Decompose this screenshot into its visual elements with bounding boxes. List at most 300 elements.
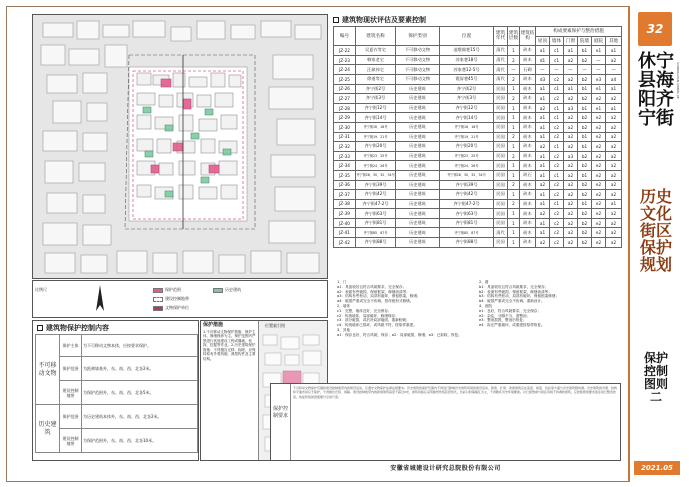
table-cell: JZ-34 [334, 161, 356, 171]
table-cell: 2 [508, 55, 520, 65]
table-cell: 徐道等宅 [356, 74, 396, 84]
table-cell: 民国 [494, 103, 508, 113]
column-header: 墙体 [550, 36, 564, 46]
table-row [334, 122, 622, 132]
table-cell: JZ-32 [334, 142, 356, 152]
table-cell: a2 [606, 132, 622, 142]
table-cell: b1 [578, 84, 592, 94]
table-cell: 历史建筑 [396, 103, 440, 113]
table-cell: a2 [564, 74, 578, 84]
table-cell: 2 [508, 132, 520, 142]
table-cell: a2 [606, 228, 622, 238]
note-line: 1、门 [337, 280, 347, 284]
table-cell: d1 [536, 55, 550, 65]
table-cell: 保护主体 [60, 335, 82, 357]
table-cell: b1 [578, 199, 592, 209]
table-cell: 汪斌伟宅 [356, 65, 396, 75]
table-cell: JZ-39 [334, 209, 356, 219]
table-cell: c1 [550, 113, 564, 123]
table-cell: c2 [550, 94, 564, 104]
table-cell: 1 [508, 209, 520, 219]
table-row [334, 190, 622, 200]
table-cell: 历史建筑 [396, 122, 440, 132]
table-cell: 民国 [494, 209, 508, 219]
table-cell: a2 [564, 122, 578, 132]
table-cell: b1 [578, 132, 592, 142]
note-line: c1：完整，墙体良好，完全保存； [337, 308, 392, 313]
table-cell: a2 [606, 180, 622, 190]
table-cell: 齐宁街2号 [356, 84, 396, 94]
table-row [334, 209, 622, 219]
table-cell: c2 [550, 132, 564, 142]
table-cell: 砖木 [520, 151, 536, 161]
table-row [334, 142, 622, 152]
table-cell: c1 [550, 103, 564, 113]
table-cell: 保护范围 [60, 405, 82, 429]
table-cell: a2 [536, 209, 550, 219]
table-cell: 霞屏巷45号 [440, 74, 494, 84]
table-cell: 1 [508, 218, 520, 228]
protection-measures-text [201, 321, 259, 460]
table-cell: a2 [536, 238, 550, 248]
district-pinyin: XIUNINGXIAN QINING JIE [676, 62, 680, 99]
table-cell: e1 [592, 46, 606, 56]
table-cell: 2 [508, 151, 520, 161]
table-row [334, 74, 622, 84]
table-cell: 民国 [494, 199, 508, 209]
table-cell: 砖木 [520, 180, 536, 190]
table-cell: a2 [536, 142, 550, 152]
legend-item-1: 建设控制地带 [153, 296, 189, 302]
legend-item-2: 文物保护单位 [153, 305, 189, 311]
table-cell: c2 [550, 238, 564, 248]
notes-right-column [479, 280, 621, 328]
table-cell: 历史建筑 [396, 218, 440, 228]
table-row [36, 381, 198, 405]
table-cell: c2 [550, 190, 564, 200]
table-cell: b2 [578, 218, 592, 228]
table-cell: e2 [592, 122, 606, 132]
table-cell: 2 [508, 74, 520, 84]
table-cell: a2 [564, 190, 578, 200]
table-cell: 砖木 [520, 190, 536, 200]
table-cell: — [592, 55, 606, 65]
table-cell: b2 [578, 74, 592, 84]
table-cell: 砖木 [520, 132, 536, 142]
table-cell: 齐宁街19、21号 [440, 132, 494, 142]
table-cell: 民国 [494, 151, 508, 161]
table-cell: 清代 [494, 55, 508, 65]
table-cell: a1 [536, 84, 550, 94]
table-row [334, 228, 622, 238]
site-map [32, 14, 328, 279]
table-cell: 砖木 [520, 113, 536, 123]
table-cell: 砖木 [520, 84, 536, 94]
table-cell: 齐宁街28、30、32、34号 [356, 170, 396, 180]
table-cell: a2 [606, 218, 622, 228]
table-cell: 齐宁街23、25号 [440, 151, 494, 161]
table-cell: 民国 [494, 218, 508, 228]
building-assessment-table [333, 26, 622, 248]
table-cell: b2 [578, 238, 592, 248]
table-cell: 不可移动文物 [396, 74, 440, 84]
table-cell: 齐宁街81号 [356, 218, 396, 228]
table-cell: e2 [592, 190, 606, 200]
table-cell: 苏家巷12-5号 [440, 65, 494, 75]
table-header-row [334, 27, 622, 37]
control-content-panel [32, 320, 199, 461]
north-arrow-icon [95, 285, 105, 315]
table-cell: 民国 [494, 84, 508, 94]
protection-measures-body: 1.不可移动文物保护措施：保护主体，修缮保养为主。保护范围内严禁进行其他建设工程或爆破、钻探、挖掘等作业。2.历史建筑保护措施：不得擅自迁移、拆除，应保持原有外观风貌、典型构件及主要结构。 [203, 329, 256, 361]
table-cell: c1 [550, 170, 564, 180]
table-cell: 1 [508, 238, 520, 248]
table-cell: a2 [606, 190, 622, 200]
table-row [334, 65, 622, 75]
table-cell: e2 [592, 94, 606, 104]
note-line: c4：传统墙体已损坏，或风貌不符，按原样重建。 [337, 323, 417, 328]
table-cell: c2 [550, 218, 564, 228]
table-cell: a1 [536, 161, 550, 171]
table-cell: 1 [508, 228, 520, 238]
table-cell: e2 [592, 142, 606, 152]
column-group-header: 构成要素保护与整治措施 [536, 27, 622, 37]
table-cell: 民国 [494, 161, 508, 171]
table-cell: 1 [508, 84, 520, 94]
table-cell: 齐宁街42号 [356, 190, 396, 200]
table-cell: 齐宁街88号 [356, 238, 396, 248]
table-cell: JZ-37 [334, 190, 356, 200]
building-table-body [334, 46, 622, 247]
column-header: 建筑结构 [520, 27, 536, 46]
table-cell: 齐宁街16、18号 [440, 122, 494, 132]
table-cell: a1 [536, 132, 550, 142]
table-row [334, 161, 622, 171]
table-cell: b2 [578, 55, 592, 65]
table-cell: 为不可移动文物本体，应按要求保护。 [82, 335, 198, 357]
table-cell: a1 [606, 46, 622, 56]
note-line: b4：破损严重或完全不协调，重新设计。 [479, 299, 545, 304]
table-cell: 保护范围 [60, 357, 82, 381]
note-line: 2、窗 [479, 280, 489, 284]
table-cell: 池墩阁巷15号 [440, 46, 494, 56]
table-cell: JZ-42 [334, 238, 356, 248]
table-cell: a2 [564, 218, 578, 228]
table-cell: a1 [536, 46, 550, 56]
table-cell: b1 [578, 170, 592, 180]
table-cell: 齐宁街47-2号 [356, 199, 396, 209]
protection-requirements-box [270, 383, 621, 461]
company-footer: 安徽省城建设计研究总院股份有限公司 [390, 465, 501, 472]
table-cell: 为保护范围外、东、南、西、北各5米。 [82, 381, 198, 405]
table-cell: 1 [508, 122, 520, 132]
table-cell: 历史建筑 [36, 405, 60, 453]
protection-measures-heading: 保护措施 [203, 322, 224, 328]
table-cell: a2 [536, 103, 550, 113]
table-cell: c2 [550, 151, 564, 161]
table-cell: a2 [606, 161, 622, 171]
table-cell: a1 [536, 218, 550, 228]
table-cell: JZ-38 [334, 199, 356, 209]
table-row [334, 218, 622, 228]
table-cell: 齐宁街63号 [440, 209, 494, 219]
table-cell: 民国 [494, 94, 508, 104]
note-line: e4：拆迁严重破坏，或重建按原样恢复。 [479, 323, 545, 328]
column-header: 院墙 [578, 36, 592, 46]
table-cell: e2 [592, 218, 606, 228]
table-cell: b2 [578, 161, 592, 171]
note-line: 2、墙体 [337, 303, 351, 308]
table-cell: a2 [564, 238, 578, 248]
table-cell: c2 [550, 74, 564, 84]
table-cell: a2 [564, 55, 578, 65]
table-cell: e2 [592, 151, 606, 161]
table-cell: a2 [564, 180, 578, 190]
table-cell: JZ-31 [334, 132, 356, 142]
table-cell: e1 [592, 103, 606, 113]
table-cell: 清代 [494, 46, 508, 56]
table-cell: 齐宁街24、26号 [356, 161, 396, 171]
table-cell: 齐宁街85、87号 [440, 228, 494, 238]
table-cell: 2 [508, 199, 520, 209]
table-cell: 历史建筑 [396, 180, 440, 190]
map-legend [32, 280, 328, 318]
table-cell: 齐宁街47-2号 [440, 199, 494, 209]
table-cell: a2 [564, 132, 578, 142]
table-cell: 吴夏衣等宅 [356, 46, 396, 56]
legend-item-3: 历史建筑 [213, 287, 241, 293]
protection-requirements-text: 不可移动文物保护范围和建设控制地带内的建设活动，应遵守文物保护法律法规要求。历史建筑的保护范围内不得进行影响历史建筑风貌的建设活动，新建、扩建、改建建筑应在高度、体量、色彩等方面与历史建筑相协调。历史建筑的外观、结构和平面布局应予保护，不得擅自迁移、拆除。建设控制地带内的新建建筑高度不超过9米，建筑风格应采用徽州传统民居形式，色彩以粉墙黛瓦为主，不得破坏历史环境要素。对已损毁或与街区风貌不协调的建筑，应按照规划要求逐步进行整治改造，恢复传统街巷肌理与空间尺度。 [293, 386, 618, 399]
table-cell: 砖木 [520, 74, 536, 84]
table-cell: 砖木 [520, 218, 536, 228]
column-header: 建筑层数 [508, 27, 520, 46]
table-row [334, 103, 622, 113]
table-cell: a1 [536, 151, 550, 161]
table-cell: — [508, 65, 520, 75]
table-cell: JZ-41 [334, 228, 356, 238]
table-cell: a2 [564, 94, 578, 104]
table-cell: 历史建筑 [396, 238, 440, 248]
table-cell: 砖木 [520, 103, 536, 113]
table-cell: 民国 [494, 180, 508, 190]
table-cell: b2 [578, 151, 592, 161]
table-cell: 历史建筑 [396, 94, 440, 104]
table-cell: 石砌 [520, 65, 536, 75]
table-cell: 历史建筑 [396, 161, 440, 171]
table-row [334, 84, 622, 94]
table-cell: a2 [564, 142, 578, 152]
table-cell: a2 [606, 122, 622, 132]
table-cell: 砖木 [520, 55, 536, 65]
table-row [36, 405, 198, 429]
table-cell: 齐宁街3号 [356, 94, 396, 104]
table-cell: JZ-22 [334, 46, 356, 56]
table-cell: c2 [550, 122, 564, 132]
table-cell: 民国 [494, 132, 508, 142]
table-cell: e2 [592, 209, 606, 219]
table-cell: 民国 [494, 238, 508, 248]
table-cell: JZ-36 [334, 180, 356, 190]
date-badge: 2021.05 [634, 461, 680, 475]
table-row [334, 94, 622, 104]
protection-requirements-label: 保护控制要求 [271, 384, 291, 460]
table-cell: e2 [592, 199, 606, 209]
table-cell: b2 [578, 122, 592, 132]
table-cell: — [578, 65, 592, 75]
table-cell: a2 [564, 161, 578, 171]
table-cell: a2 [564, 199, 578, 209]
table-cell: 不可移动文物 [396, 55, 440, 65]
table-row [36, 357, 198, 381]
table-cell: b2 [578, 228, 592, 238]
table-cell: 历史建筑 [396, 209, 440, 219]
table-cell: a1 [536, 228, 550, 238]
table-cell: a2 [606, 238, 622, 248]
table-cell: 历史建筑 [396, 170, 440, 180]
table-cell: 不可移动文物 [36, 335, 60, 405]
column-header: 保护类别 [396, 27, 440, 46]
table-cell: — [536, 65, 550, 75]
note-line: b1：具备较好且符合风貌要求，完全保存； [479, 284, 549, 289]
table-cell: c2 [550, 228, 564, 238]
table-row [36, 429, 198, 453]
building-assessment-section [333, 14, 621, 279]
control-content-table [35, 334, 198, 453]
column-header: 建筑年代 [494, 27, 508, 46]
table-cell: 齐宁街42号 [440, 190, 494, 200]
table-cell: 清代 [494, 74, 508, 84]
column-header: 建筑名称 [356, 27, 396, 46]
table-cell: e2 [592, 170, 606, 180]
table-cell: a2 [606, 209, 622, 219]
table-cell: a1 [564, 84, 578, 94]
column-header: 编号 [334, 27, 356, 46]
table-cell: b2 [578, 209, 592, 219]
table-cell: b2 [578, 190, 592, 200]
table-cell: JZ-24 [334, 65, 356, 75]
table-cell: 砖木 [520, 199, 536, 209]
table-cell: 不可移动文物 [396, 65, 440, 75]
note-line: a2：表面有些破损，保留框架，修缮油漆等； [337, 289, 410, 294]
table-cell: 砖木 [520, 161, 536, 171]
table-cell: 齐宁街2号 [440, 84, 494, 94]
table-cell: JZ-26 [334, 84, 356, 94]
table-cell: a1 [564, 46, 578, 56]
table-cell: 不可移动文物 [396, 46, 440, 56]
table-cell: 清代 [494, 228, 508, 238]
table-cell: a2 [536, 180, 550, 190]
table-cell: c2 [550, 161, 564, 171]
table-cell: 齐宁街16、18号 [356, 122, 396, 132]
table-cell: 齐宁街19、21号 [356, 132, 396, 142]
note-line: e2：杂乱，分隔不当，需整治； [479, 313, 531, 318]
table-cell: a2 [606, 142, 622, 152]
table-row [334, 180, 622, 190]
notes-left-column [337, 280, 479, 338]
plan-title: 历史文化街区保护规划 [639, 187, 672, 274]
table-cell: 民国 [494, 170, 508, 180]
table-cell: 历史建筑 [396, 228, 440, 238]
table-cell: a2 [564, 113, 578, 123]
table-cell: a1 [606, 84, 622, 94]
table-cell: 齐宁街81号 [440, 218, 494, 228]
table-cell: c1 [550, 55, 564, 65]
table-cell: a1 [536, 113, 550, 123]
table-cell: 砖木 [520, 228, 536, 238]
table-cell: b2 [578, 94, 592, 104]
table-cell: 历史建筑 [396, 199, 440, 209]
table-cell: a1 [606, 103, 622, 113]
table-cell: e2 [592, 132, 606, 142]
column-header: 位置 [440, 27, 494, 46]
table-cell: 齐宁街85、87号 [356, 228, 396, 238]
table-cell: 历史建筑 [396, 84, 440, 94]
column-header: 门窗 [564, 36, 578, 46]
note-line: 3、其他 [337, 327, 351, 332]
table-cell: a1 [536, 199, 550, 209]
table-cell: 齐宁街63号 [356, 209, 396, 219]
table-cell: e2 [592, 180, 606, 190]
table-cell: c1 [550, 46, 564, 56]
table-row [334, 46, 622, 56]
table-cell: a2 [606, 170, 622, 180]
table-cell: d3 [536, 74, 550, 84]
table-row [334, 55, 622, 65]
table-cell: e2 [592, 228, 606, 238]
table-cell: a1 [536, 122, 550, 132]
table-cell: a2 [564, 209, 578, 219]
table-row [36, 335, 198, 357]
table-cell: 1 [508, 190, 520, 200]
table-cell: 1 [508, 142, 520, 152]
sheet-subtitle: 保护控制图则二 [643, 351, 668, 404]
table-cell: 为距离墙基外、东、南、西、北各2米。 [82, 357, 198, 381]
table-cell: a2 [606, 94, 622, 104]
table-cell: a2 [564, 228, 578, 238]
table-cell: 历史建筑 [396, 190, 440, 200]
table-cell: c2 [550, 209, 564, 219]
note-line: a1：保存良好，符合风貌，保存；a2：局部破损，修缮；a3：已拆除，恢复。 [337, 332, 462, 337]
table-cell: 砖木 [520, 209, 536, 219]
table-cell: 砖木 [520, 142, 536, 152]
table-cell: 1 [508, 103, 520, 113]
table-cell: 砖石 [520, 170, 536, 180]
table-cell: 齐宁街88号 [440, 238, 494, 248]
table-cell: 建设控制地带 [60, 381, 82, 405]
table-cell: 苏家巷18号 [440, 55, 494, 65]
table-cell: 韩家老宅 [356, 55, 396, 65]
table-cell: 齐宁街39号 [440, 180, 494, 190]
table-cell: 2 [508, 94, 520, 104]
table-cell: b2 [578, 180, 592, 190]
table-row [334, 170, 622, 180]
note-line: a3：结构有些松动，局部有破坏，保留框架，修缮； [337, 294, 421, 299]
table-cell: e3 [592, 74, 606, 84]
note-line: 4、庭院 [479, 303, 493, 308]
table-cell: JZ-40 [334, 218, 356, 228]
table-cell: 砖木 [520, 238, 536, 248]
table-cell: 清代 [494, 65, 508, 75]
table-cell: — [550, 65, 564, 75]
table-cell: e2 [592, 238, 606, 248]
table-cell: a3 [564, 103, 578, 113]
table-cell: e1 [592, 84, 606, 94]
table-cell: 齐宁街3号 [440, 94, 494, 104]
control-content-title: 建筑物保护控制内容 [37, 323, 109, 333]
note-line: c3：部分破损，或后补局部墙面，重新粉刷； [337, 318, 410, 323]
table-cell: e2 [592, 161, 606, 171]
table-cell: 1 [508, 170, 520, 180]
